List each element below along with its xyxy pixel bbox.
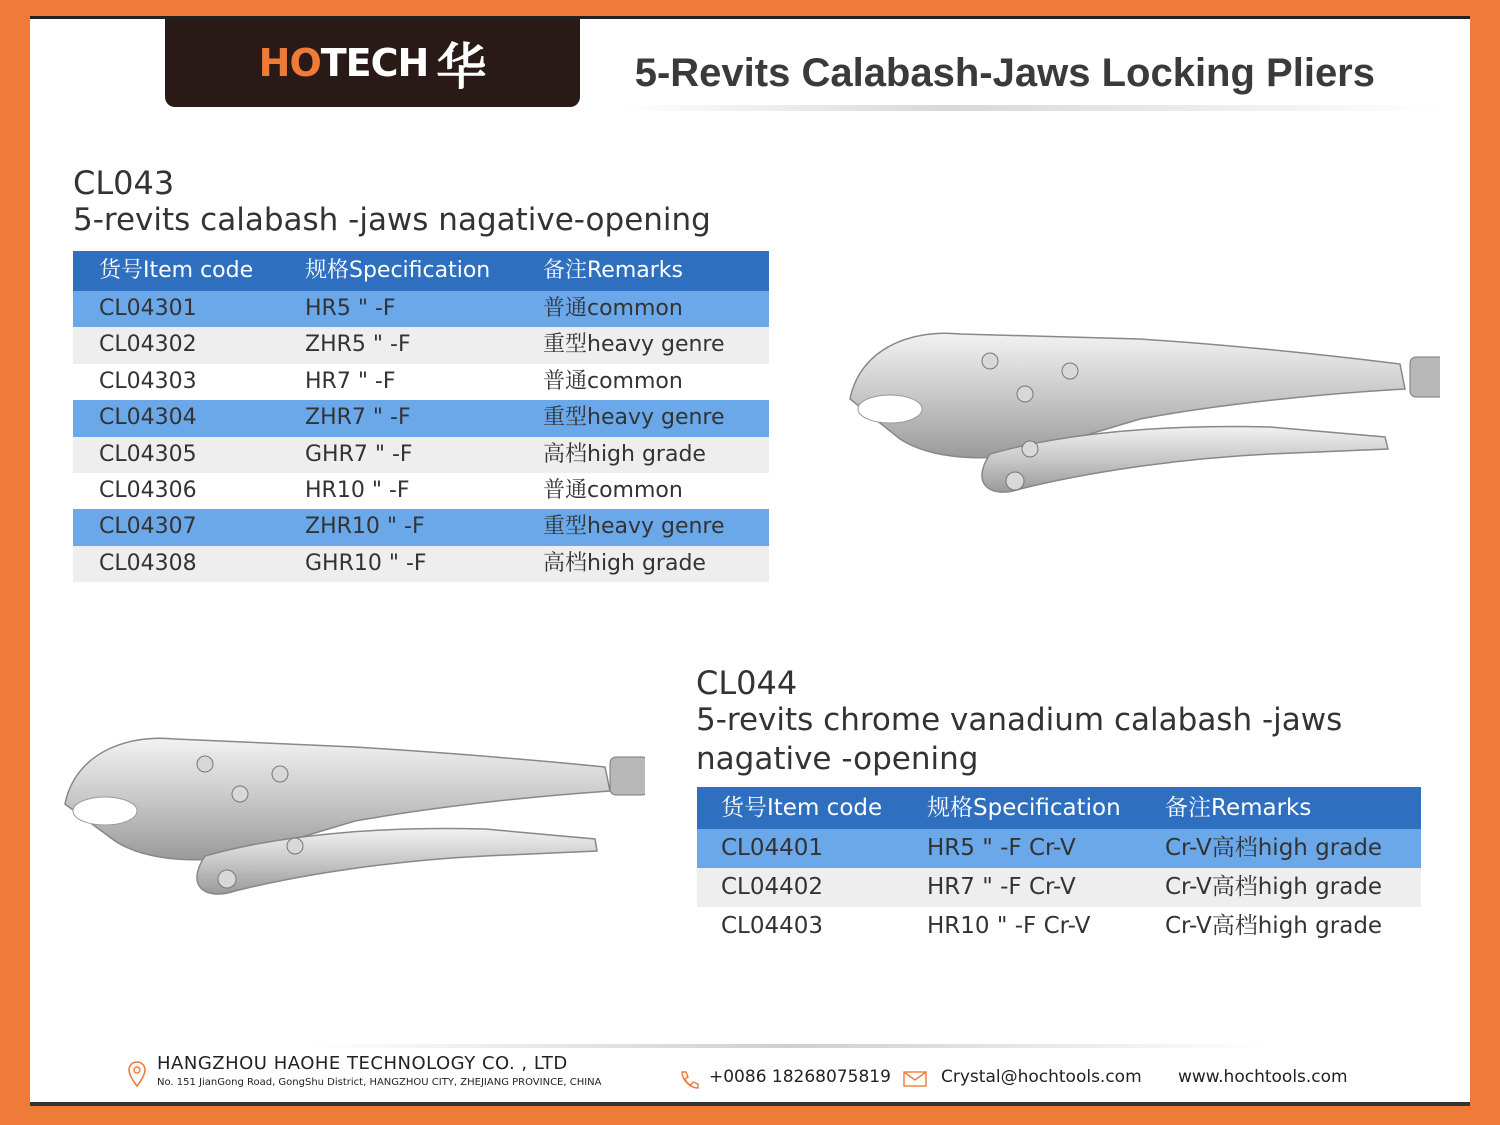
logo-text: HOTECH: [258, 41, 429, 85]
email-link[interactable]: Crystal@hochtools.com: [941, 1067, 1142, 1087]
table-row: [73, 546, 769, 582]
table-cell: HR10 " -F Cr-V: [927, 913, 1091, 939]
locking-pliers-cr-v-image: [55, 719, 645, 919]
table-row: [73, 400, 769, 436]
logo-glyph: 华: [436, 38, 487, 96]
table-header: [697, 787, 1421, 829]
column-header: 货号Item code: [721, 795, 883, 821]
table-cell: HR7 " -F Cr-V: [927, 874, 1076, 900]
table-cell: CL04303: [99, 368, 197, 394]
table-cell: CL04302: [99, 332, 197, 358]
table-cell: HR5 " -F Cr-V: [927, 835, 1076, 861]
table-row: [73, 509, 769, 545]
table-cell: Cr-V高档high grade: [1165, 874, 1383, 900]
table-row: [73, 473, 769, 509]
product-name: nagative -opening: [696, 741, 979, 777]
table-row: [697, 829, 1421, 868]
table-row: [73, 364, 769, 400]
product-code: CL043: [73, 164, 175, 202]
location-pin-icon: [127, 1060, 147, 1088]
table-cell: CL04401: [721, 835, 824, 861]
website-link[interactable]: www.hochtools.com: [1178, 1067, 1348, 1087]
table-cell: 重型heavy genre: [543, 332, 725, 358]
table-header: [73, 251, 769, 291]
table-body: [73, 291, 769, 582]
table-row: [697, 907, 1421, 946]
table-cell: CL04308: [99, 550, 197, 576]
table-cell: CL04402: [721, 874, 824, 900]
table-cell: GHR10 " -F: [305, 550, 427, 576]
table-cell: 普通common: [543, 477, 683, 503]
table-cell: 普通common: [543, 296, 683, 321]
table-body: [697, 829, 1421, 946]
phone-icon: [678, 1069, 700, 1089]
company-address: No. 151 JianGong Road, GongShu District, HANGZHOU CITY, ZHEJIANG PROVINCE, CHINA: [157, 1077, 602, 1088]
product-code: CL044: [696, 664, 798, 702]
table-cell: ZHR10 " -F: [305, 514, 425, 540]
table-cell: HR10 " -F: [305, 477, 410, 503]
table-cell: GHR7 " -F: [305, 441, 413, 467]
company-name: HANGZHOU HAOHE TECHNOLOGY CO. , LTD: [157, 1053, 568, 1074]
column-header: 备注Remarks: [1165, 795, 1312, 821]
table-cell: 普通common: [543, 368, 683, 394]
table-cell: ZHR5 " -F: [305, 332, 411, 358]
table-cell: CL04304: [99, 405, 197, 431]
table-cell: 重型heavy genre: [543, 405, 725, 431]
table-cell: CL04301: [99, 296, 197, 321]
spec-table-cl044: [697, 787, 1421, 946]
table-cell: 高档high grade: [543, 441, 706, 467]
footer-divider: [310, 1044, 1270, 1048]
table-cell: ZHR7 " -F: [305, 405, 411, 431]
table-cell: CL04306: [99, 477, 197, 503]
table-cell: Cr-V高档high grade: [1165, 913, 1383, 939]
table-cell: HR7 " -F: [305, 368, 396, 394]
table-row: [73, 327, 769, 363]
product-name: 5-revits chrome vanadium calabash -jaws: [696, 702, 1343, 738]
phone-number[interactable]: +0086 18268075819: [709, 1067, 891, 1087]
table-cell: HR5 " -F: [305, 296, 396, 321]
table-row: [73, 437, 769, 473]
column-header: 规格Specification: [305, 258, 491, 283]
table-cell: Cr-V高档high grade: [1165, 835, 1383, 861]
brand-logo: [165, 19, 580, 107]
table-cell: CL04307: [99, 514, 197, 540]
column-header: 备注Remarks: [543, 258, 683, 283]
table-cell: CL04403: [721, 913, 824, 939]
table-row: [73, 291, 769, 327]
column-header: 货号Item code: [99, 258, 254, 283]
table-cell: 高档high grade: [543, 550, 706, 576]
column-header: 规格Specification: [927, 795, 1121, 821]
locking-pliers-image: [840, 309, 1440, 509]
header-divider: [620, 105, 1440, 111]
table-cell: CL04305: [99, 441, 197, 467]
catalog-page: [30, 16, 1470, 1106]
envelope-icon: [903, 1071, 927, 1087]
page-title: 5-Revits Calabash-Jaws Locking Pliers: [634, 51, 1375, 95]
table-cell: 重型heavy genre: [543, 514, 725, 540]
product-name: 5-revits calabash -jaws nagative-opening: [73, 202, 711, 238]
spec-table-cl043: [73, 251, 769, 582]
table-row: [697, 868, 1421, 907]
